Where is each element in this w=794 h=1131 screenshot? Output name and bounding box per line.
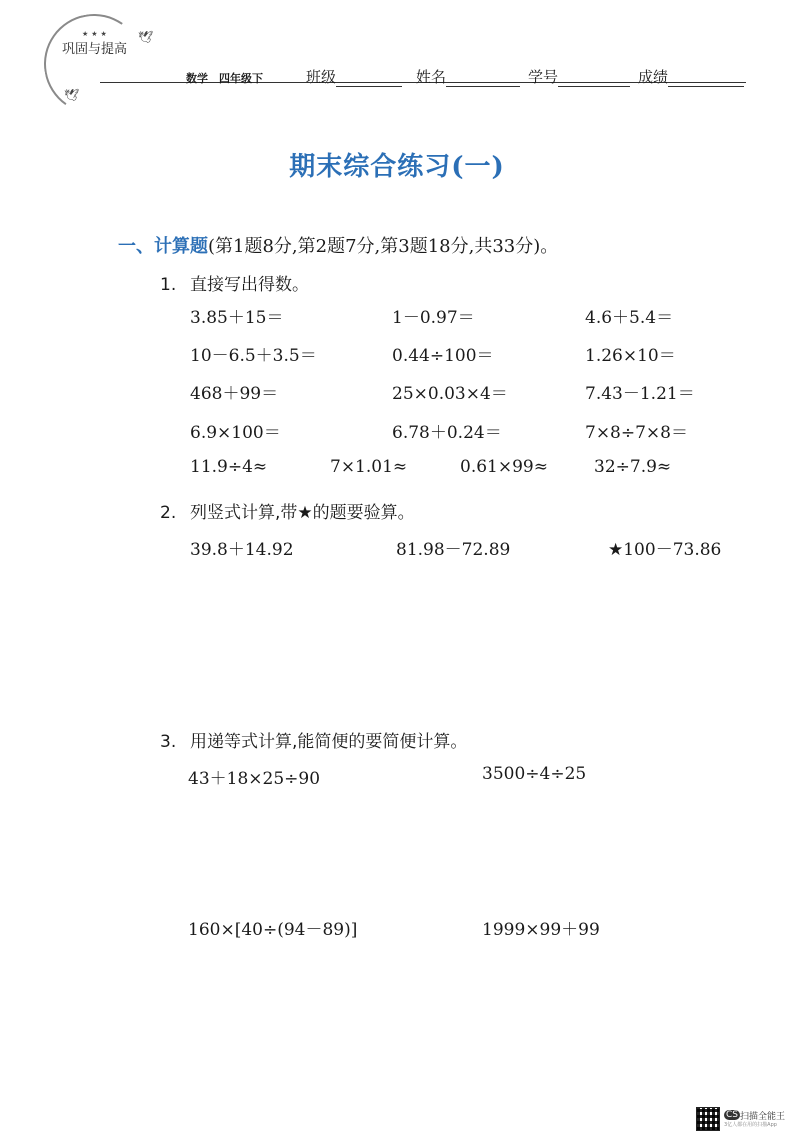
subject-grade: 数学 四年级下 — [186, 72, 263, 85]
vertical-calc-item: 39.8＋14.92 — [190, 540, 294, 560]
calc-item: 7.43－1.21＝ — [585, 384, 695, 404]
calc-item: 1.26×10＝ — [585, 346, 676, 366]
section-label: 计算题 — [154, 236, 208, 257]
calc-item: 25×0.03×4＝ — [392, 384, 508, 404]
vertical-calc-item: 81.98－72.89 — [396, 540, 511, 560]
calc-item: 1－0.97＝ — [392, 308, 475, 328]
class-blank[interactable] — [336, 72, 402, 87]
calc-item: 6.78＋0.24＝ — [392, 423, 502, 443]
stepwise-calc-item: 1999×99＋99 — [482, 920, 600, 940]
logo-stars: ★★★ — [82, 30, 110, 38]
scanner-watermark: 扫描全能王 — [740, 1112, 786, 1122]
page-title: 期末综合练习(一) — [289, 152, 505, 182]
bird-icon: 🕊 — [64, 88, 80, 102]
vertical-calc-item: ★100－73.86 — [608, 540, 722, 560]
calc-item: 10－6.5＋3.5＝ — [190, 346, 317, 366]
score-field[interactable] — [638, 66, 744, 87]
calc-item: 6.9×100＝ — [190, 423, 281, 443]
question-text: 直接写出得数。 — [190, 275, 309, 295]
question-1-title — [160, 270, 309, 295]
question-3-title — [160, 727, 467, 752]
scanner-logo-icon: CS — [726, 1110, 738, 1120]
stepwise-calc-item: 43＋18×25÷90 — [188, 769, 321, 789]
class-label: 班级 — [306, 68, 337, 86]
calc-item: 0.44÷100＝ — [392, 346, 494, 366]
calc-item: 4.6＋5.4＝ — [585, 308, 674, 328]
section-heading — [118, 232, 558, 258]
score-blank[interactable] — [668, 72, 744, 87]
question-number: 1. — [160, 275, 177, 295]
logo-text: 巩固与提高 — [62, 42, 128, 57]
qr-code-icon — [696, 1107, 720, 1131]
id-blank[interactable] — [558, 72, 630, 87]
estimate-item: 32÷7.9≈ — [594, 457, 672, 477]
id-field[interactable] — [528, 66, 630, 87]
estimate-item: 11.9÷4≈ — [190, 457, 268, 477]
name-blank[interactable] — [446, 72, 520, 87]
calc-item: 468＋99＝ — [190, 384, 279, 404]
stepwise-calc-item: 160×[40÷(94－89)] — [188, 920, 358, 940]
calc-item: 7×8÷7×8＝ — [585, 423, 688, 443]
section-detail: (第1题8分,第2题7分,第3题18分,共33分)。 — [208, 236, 559, 257]
estimate-item: 0.61×99≈ — [460, 457, 548, 477]
name-label: 姓名 — [416, 68, 447, 86]
class-field[interactable] — [306, 66, 402, 87]
stepwise-calc-item: 3500÷4÷25 — [482, 764, 587, 784]
id-label: 学号 — [528, 68, 559, 86]
question-text: 用递等式计算,能简便的要简便计算。 — [190, 732, 468, 752]
scanner-watermark-sub: 3亿人都在用的扫描App — [724, 1122, 777, 1128]
question-number: 3. — [160, 732, 177, 752]
question-number: 2. — [160, 503, 177, 523]
logo-ring — [36, 6, 152, 122]
section-number: 一、 — [118, 236, 154, 257]
score-label: 成绩 — [638, 68, 669, 86]
name-field[interactable] — [416, 66, 520, 87]
question-text: 列竖式计算,带★的题要验算。 — [190, 503, 415, 523]
estimate-item: 7×1.01≈ — [330, 457, 408, 477]
bird-icon: 🕊 — [138, 30, 154, 44]
question-2-title — [160, 498, 415, 523]
calc-item: 3.85＋15＝ — [190, 308, 284, 328]
